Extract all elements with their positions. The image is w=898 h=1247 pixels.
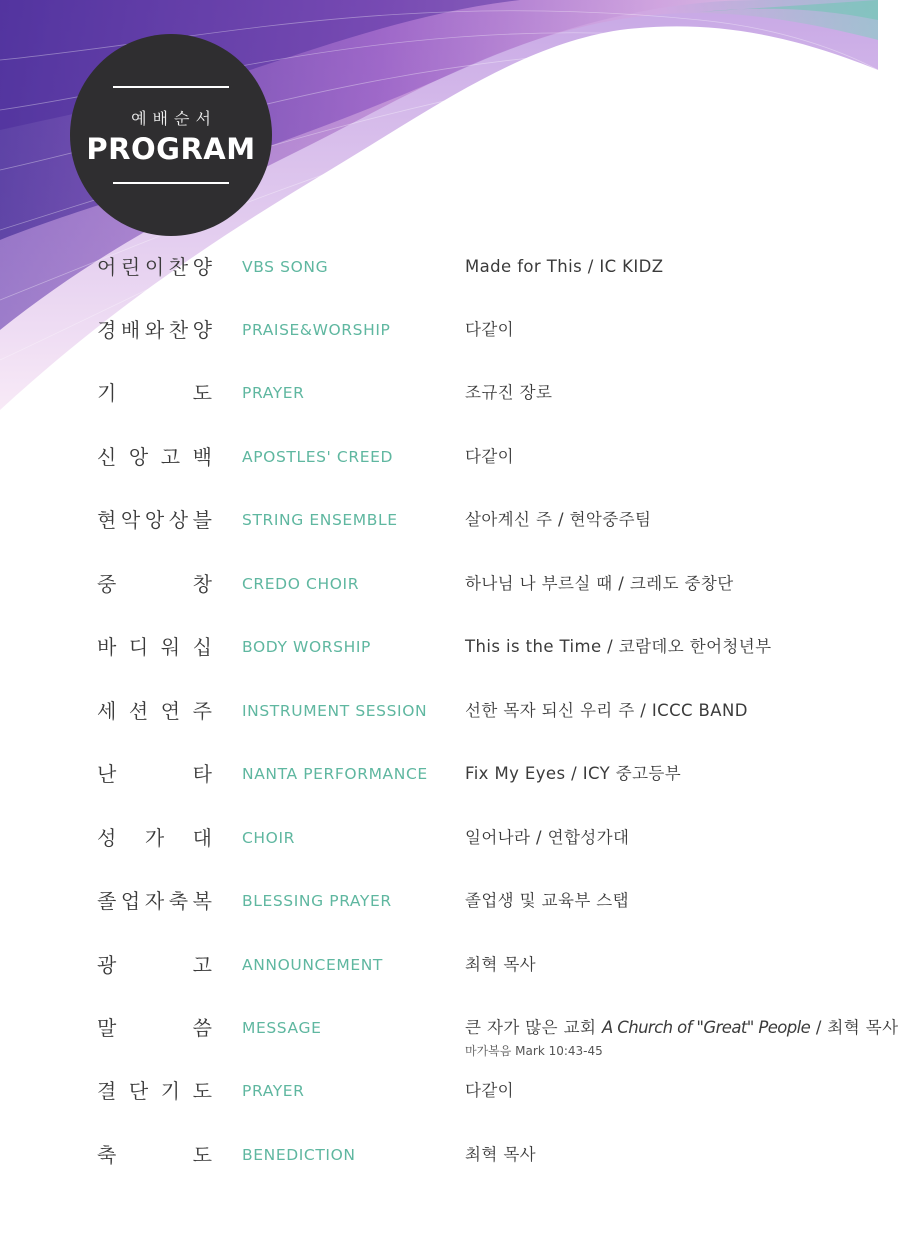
program-row xyxy=(0,317,878,357)
program-row xyxy=(0,571,878,611)
program-row xyxy=(0,1142,878,1182)
program-english-name: PRAYER xyxy=(242,1082,305,1100)
program-korean-char: 어 xyxy=(97,255,117,279)
program-korean-char: 바 xyxy=(97,635,117,659)
program-korean-char: 앙 xyxy=(144,508,165,532)
badge-korean-title: 예배순서 xyxy=(131,109,217,128)
program-detail: 최혁 목사 xyxy=(465,955,537,974)
program-korean-char: 축 xyxy=(97,1143,117,1167)
program-detail: Fix My Eyes / ICY 중고등부 xyxy=(465,764,682,783)
program-korean-char: 디 xyxy=(128,635,149,659)
program-korean-char: 대 xyxy=(192,826,212,850)
program-korean-char: 씀 xyxy=(192,1016,212,1040)
program-korean-char: 성 xyxy=(97,826,117,850)
program-english-name: ANNOUNCEMENT xyxy=(242,956,383,974)
program-row xyxy=(0,1078,878,1118)
program-korean-name xyxy=(97,952,212,978)
program-korean-char: 가 xyxy=(144,826,165,850)
program-detail: 다같이 xyxy=(465,1081,515,1100)
program-row xyxy=(0,761,878,801)
message-title-english: A Church of "Great" People xyxy=(601,1018,811,1037)
program-english-name: CHOIR xyxy=(242,829,296,847)
program-detail: 하나님 나 부르실 때 / 크레도 중창단 xyxy=(465,574,734,593)
program-korean-char: 타 xyxy=(192,762,212,786)
badge-english-title: PROGRAM xyxy=(86,132,256,166)
program-korean-char: 고 xyxy=(160,445,181,469)
program-korean-name xyxy=(97,380,212,406)
program-english-name: PRAISE&WORSHIP xyxy=(242,321,391,339)
program-english-name: BLESSING PRAYER xyxy=(242,892,392,910)
program-english-name: CREDO CHOIR xyxy=(242,575,360,593)
program-korean-char: 이 xyxy=(144,255,165,279)
program-korean-name xyxy=(97,1142,212,1168)
program-korean-char: 션 xyxy=(128,699,149,723)
program-badge xyxy=(70,34,272,236)
program-detail: This is the Time / 코람데오 한어청년부 xyxy=(465,637,772,656)
program-korean-char: 십 xyxy=(192,635,212,659)
program-korean-name xyxy=(97,254,212,280)
program-korean-name xyxy=(97,888,212,914)
badge-bottom-rule xyxy=(113,182,229,184)
program-korean-char: 세 xyxy=(97,699,117,723)
program-korean-char: 자 xyxy=(144,889,165,913)
program-korean-char: 광 xyxy=(97,953,117,977)
program-detail: 살아계신 주 / 현악중주팀 xyxy=(465,510,652,529)
program-korean-char: 앙 xyxy=(128,445,149,469)
program-korean-char: 린 xyxy=(120,255,141,279)
program-row xyxy=(0,380,878,420)
program-korean-char: 신 xyxy=(97,445,117,469)
program-korean-char: 현 xyxy=(97,508,117,532)
program-row xyxy=(0,507,878,547)
program-korean-name xyxy=(97,634,212,660)
program-detail: 다같이 xyxy=(465,320,515,339)
program-row xyxy=(0,254,878,294)
program-korean-char: 도 xyxy=(192,1143,212,1167)
program-english-name: MESSAGE xyxy=(242,1019,322,1037)
program-korean-char: 연 xyxy=(160,699,181,723)
program-detail: 졸업생 및 교육부 스탭 xyxy=(465,891,629,910)
program-korean-char: 찬 xyxy=(168,255,189,279)
program-korean-char: 도 xyxy=(192,1079,212,1103)
program-korean-name xyxy=(97,825,212,851)
program-row xyxy=(0,634,878,674)
program-korean-char: 단 xyxy=(128,1079,149,1103)
badge-top-rule xyxy=(113,86,229,88)
program-detail xyxy=(465,1015,898,1041)
program-korean-char: 업 xyxy=(120,889,141,913)
program-korean-name xyxy=(97,698,212,724)
program-detail: 선한 목자 되신 우리 주 / ICCC BAND xyxy=(465,701,748,720)
program-korean-char: 찬 xyxy=(168,318,189,342)
program-korean-char: 블 xyxy=(192,508,212,532)
program-korean-char: 고 xyxy=(192,953,212,977)
program-korean-char: 결 xyxy=(97,1079,117,1103)
program-korean-char: 와 xyxy=(144,318,165,342)
program-korean-char: 워 xyxy=(160,635,181,659)
program-korean-char: 주 xyxy=(192,699,212,723)
program-korean-char: 기 xyxy=(160,1079,181,1103)
program-korean-char: 기 xyxy=(97,381,117,405)
program-english-name: APOSTLES' CREED xyxy=(242,448,394,466)
program-row xyxy=(0,444,878,484)
program-korean-char: 배 xyxy=(120,318,141,342)
program-english-name: VBS SONG xyxy=(242,258,329,276)
program-english-name: BENEDICTION xyxy=(242,1146,356,1164)
program-row xyxy=(0,825,878,865)
program-row xyxy=(0,1015,898,1058)
program-korean-char: 난 xyxy=(97,762,117,786)
program-english-name: PRAYER xyxy=(242,384,305,402)
program-korean-char: 복 xyxy=(192,889,212,913)
program-korean-char: 축 xyxy=(168,889,189,913)
program-row xyxy=(0,698,878,738)
program-korean-char: 도 xyxy=(192,381,212,405)
program-row xyxy=(0,888,878,928)
program-korean-char: 창 xyxy=(192,572,212,596)
program-korean-char: 상 xyxy=(168,508,189,532)
program-korean-char: 말 xyxy=(97,1016,117,1040)
program-detail: 조규진 장로 xyxy=(465,383,553,402)
program-english-name: STRING ENSEMBLE xyxy=(242,511,398,529)
program-detail: Made for This / IC KIDZ xyxy=(465,257,664,276)
program-korean-char: 경 xyxy=(97,318,117,342)
program-english-name: BODY WORSHIP xyxy=(242,638,371,656)
program-detail: 일어나라 / 연합성가대 xyxy=(465,828,630,847)
program-korean-char: 악 xyxy=(120,508,141,532)
program-korean-char: 백 xyxy=(192,445,212,469)
message-speaker: / 최혁 목사 xyxy=(810,1018,898,1037)
program-korean-name xyxy=(97,1078,212,1104)
program-english-name: NANTA PERFORMANCE xyxy=(242,765,428,783)
program-korean-char: 중 xyxy=(97,572,117,596)
program-korean-char: 양 xyxy=(192,255,212,279)
program-korean-name xyxy=(97,1015,212,1041)
message-title-korean: 큰 자가 많은 교회 xyxy=(465,1018,602,1037)
program-detail: 다같이 xyxy=(465,447,515,466)
program-korean-char: 양 xyxy=(192,318,212,342)
program-korean-name xyxy=(97,507,212,533)
program-korean-char: 졸 xyxy=(97,889,117,913)
program-korean-name xyxy=(97,317,212,343)
program-english-name: INSTRUMENT SESSION xyxy=(242,702,428,720)
program-korean-name xyxy=(97,571,212,597)
program-row xyxy=(0,952,878,992)
program-korean-name xyxy=(97,444,212,470)
program-detail: 최혁 목사 xyxy=(465,1145,537,1164)
program-korean-name xyxy=(97,761,212,787)
scripture-reference: 마가복음 Mark 10:43-45 xyxy=(465,1044,603,1058)
